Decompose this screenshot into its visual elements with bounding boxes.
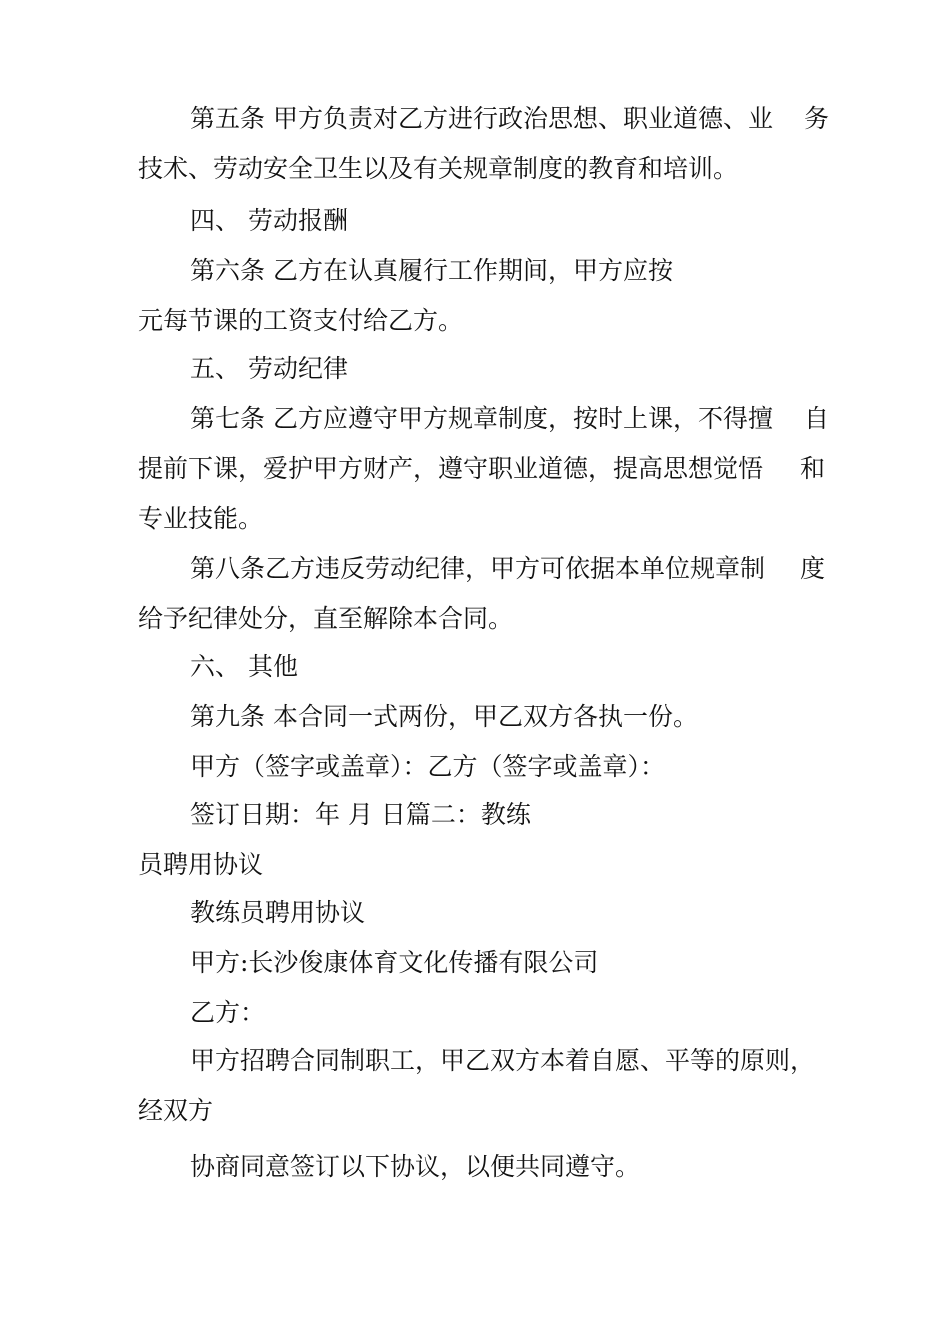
text-line: 第九条 本合同一式两份，甲乙双方各执一份。 [190, 702, 698, 731]
paragraph-article-9 [0, 702, 950, 732]
text-line: 乙方： [190, 998, 266, 1027]
paragraph-article-7-cont [0, 454, 950, 484]
text-line: 专业技能。 [138, 504, 264, 533]
text-line: 教练员聘用协议 [190, 898, 366, 927]
paragraph-article-6-cont [0, 306, 950, 336]
text-line: 经双方 [138, 1096, 214, 1125]
text-line: 第五条 甲方负责对乙方进行政治思想、职业道德、业 [190, 104, 773, 133]
paragraph-article-8-cont [0, 604, 950, 634]
text-line: 提前下课，爱护甲方财产，遵守职业道德，提高思想觉悟 [138, 454, 764, 483]
text-line: 第六条 乙方在认真履行工作期间，甲方应按 [190, 256, 673, 285]
text-line: 第七条 乙方应遵守甲方规章制度，按时上课，不得擅 [190, 404, 773, 433]
paragraph-consultation [0, 1152, 950, 1182]
text-line: 给予纪律处分，直至解除本合同。 [138, 604, 514, 633]
text-line: 签订日期：年 月 日篇二：教练 [190, 800, 531, 829]
text-line: 四、 劳动报酬 [190, 206, 348, 235]
paragraph-recruitment-cont [0, 1096, 950, 1126]
text-line: 六、 其他 [190, 652, 298, 681]
text-line: 员聘用协议 [138, 850, 264, 879]
paragraph-recruitment [0, 1046, 950, 1076]
paragraph-article-7-end [0, 504, 950, 534]
text-line: 甲方招聘合同制职工，甲乙双方本着自愿、平等的原则， [190, 1046, 816, 1075]
text-line: 五、 劳动纪律 [190, 354, 348, 383]
text-line-tail: 务 [804, 104, 830, 133]
text-line: 元每节课的工资支付给乙方。 [138, 306, 464, 335]
text-line: 技术、劳动安全卫生以及有关规章制度的教育和培训。 [138, 154, 739, 183]
text-line: 甲方:长沙俊康体育文化传播有限公司 [190, 948, 599, 977]
text-line-tail: 度 [800, 554, 826, 583]
text-line: 第八条乙方违反劳动纪律，甲方可依据本单位规章制 [190, 554, 766, 583]
party-b-line [0, 998, 950, 1028]
section-heading-5 [0, 354, 950, 384]
text-line: 甲方（签字或盖章）：乙方（签字或盖章）： [190, 752, 666, 781]
agreement-title [0, 898, 950, 928]
text-line-tail: 自 [804, 404, 830, 433]
signature-line [0, 752, 950, 782]
paragraph-article-6 [0, 256, 950, 286]
paragraph-article-8 [0, 554, 950, 584]
section-heading-4 [0, 206, 950, 236]
party-a-line [0, 948, 950, 978]
section-heading-6 [0, 652, 950, 682]
text-line: 协商同意签订以下协议，以便共同遵守。 [190, 1152, 641, 1181]
paragraph-article-5-cont [0, 154, 950, 184]
text-line-tail: 和 [800, 454, 826, 483]
paragraph-article-5 [0, 104, 950, 134]
signing-date-line-cont [0, 850, 950, 880]
signing-date-line [0, 800, 950, 830]
paragraph-article-7 [0, 404, 950, 434]
